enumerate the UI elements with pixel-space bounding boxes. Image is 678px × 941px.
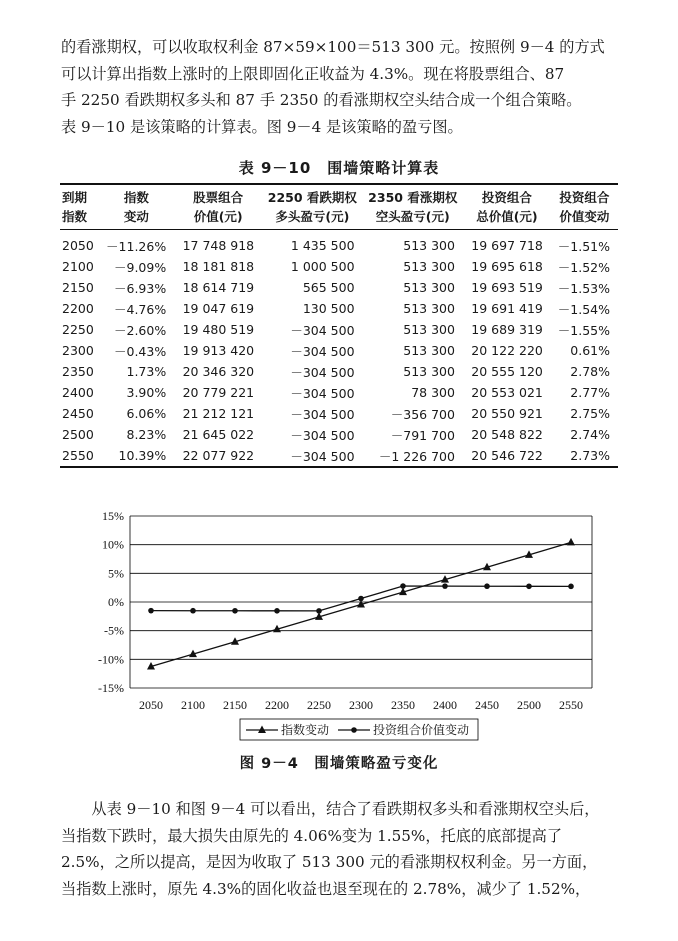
data-point-circle (442, 583, 448, 589)
top-paragraph (61, 34, 637, 140)
col-header-expiry-index: 到期 指数 (62, 190, 88, 224)
cell-portfolio-value: 20 553 021 (471, 385, 543, 400)
strategy-calc-table (60, 183, 618, 468)
cell-call-pnl: 513 300 (403, 364, 455, 379)
table-row (60, 382, 618, 403)
paragraph-line: 从表 9－10 和图 9－4 可以看出，结合了看跌期权多头和看涨期权空头后， (91, 800, 600, 818)
cell-call-pnl: －791 700 (390, 427, 455, 443)
cell-portfolio-change: 0.61% (570, 343, 610, 358)
y-tick-label: 0% (108, 595, 124, 609)
y-tick-label: -5% (104, 623, 124, 638)
table-header-row (60, 184, 618, 230)
bottom-paragraph (61, 796, 637, 902)
data-point-circle (400, 583, 406, 589)
cell-index-change: 6.06% (126, 406, 167, 421)
cell-index-change: －6.93% (114, 280, 167, 296)
x-tick-label: 2050 (139, 698, 163, 712)
y-tick-label: -10% (98, 652, 124, 667)
cell-put-pnl: －304 500 (290, 406, 355, 422)
data-point-circle (316, 608, 322, 614)
x-tick-label: 2550 (559, 698, 583, 712)
cell-index-change: －11.26% (106, 238, 167, 254)
cell-portfolio-value: 20 122 220 (471, 343, 543, 358)
cell-call-pnl: 513 300 (403, 343, 455, 358)
cell-portfolio-change: 2.78% (570, 364, 610, 379)
cell-stock-value: 22 077 922 (182, 448, 255, 463)
paragraph-line: 可以计算出指数上涨时的上限即固化正收益为 4.3%。现在将股票组合、87 (61, 64, 565, 83)
legend-marker-circle (351, 727, 357, 733)
table-row (60, 424, 618, 445)
cell-expiry-index: 2100 (62, 259, 94, 274)
x-tick-label: 2250 (307, 698, 331, 712)
cell-put-pnl: 1 000 500 (290, 259, 355, 274)
cell-stock-value: 18 181 818 (182, 259, 255, 274)
cell-call-pnl: 513 300 (403, 259, 455, 274)
table-row (60, 340, 618, 361)
cell-stock-value: 19 480 519 (182, 322, 255, 337)
cell-portfolio-value: 20 550 921 (471, 406, 543, 421)
cell-expiry-index: 2500 (62, 427, 94, 442)
cell-index-change: 8.23% (126, 427, 167, 442)
cell-portfolio-value: 19 697 718 (471, 238, 543, 253)
paragraph-line: 当指数上涨时，原先 4.3%的固化收益也退至现在的 2.78%，减少了 1.52%， (61, 879, 591, 898)
table-row (60, 298, 618, 319)
cell-portfolio-change: －1.55% (557, 322, 610, 338)
cell-call-pnl: －356 700 (390, 406, 455, 422)
cell-stock-value: 20 779 221 (182, 385, 255, 400)
chart-svg (86, 504, 606, 744)
x-tick-label: 2450 (475, 698, 499, 712)
col-header-portfolio-value: 投资组合 总价值(元) (476, 190, 538, 224)
cell-portfolio-change: 2.77% (570, 385, 610, 400)
cell-call-pnl: 513 300 (403, 301, 455, 316)
data-point-circle (232, 608, 238, 614)
cell-expiry-index: 2050 (62, 238, 94, 253)
cell-portfolio-change: 2.74% (570, 427, 610, 442)
cell-portfolio-value: 19 693 519 (471, 280, 543, 295)
cell-put-pnl: 130 500 (302, 301, 355, 316)
table-row (60, 361, 618, 382)
col-header-index-change: 指数 变动 (123, 190, 149, 224)
cell-expiry-index: 2400 (62, 385, 94, 400)
figure-caption: 图 9－4 围墙策略盈亏变化 (239, 756, 439, 772)
cell-portfolio-value: 19 691 419 (471, 301, 543, 316)
x-tick-label: 2500 (517, 698, 541, 712)
cell-portfolio-value: 19 695 618 (471, 259, 543, 274)
col-header-call-pnl: 2350 看涨期权 空头盈亏(元) (368, 190, 458, 224)
table-title: 表 9－10 围墙策略计算表 (238, 159, 440, 177)
paragraph-line: 的看涨期权，可以收取权利金 87×59×100＝513 300 元。按照例 9－4 的方式 (61, 38, 605, 56)
x-tick-label: 2150 (223, 698, 247, 712)
data-point-circle (358, 596, 364, 602)
cell-index-change: －4.76% (114, 301, 167, 317)
y-tick-label: 15% (102, 509, 124, 523)
x-tick-label: 2100 (181, 698, 205, 712)
table-row (60, 319, 618, 340)
table-row (60, 230, 618, 257)
cell-portfolio-value: 20 555 120 (471, 364, 543, 379)
cell-put-pnl: －304 500 (290, 322, 355, 338)
x-tick-label: 2300 (349, 698, 373, 712)
paragraph-line: 当指数下跌时，最大损失由原先的 4.06%变为 1.55%，托底的底部提高了 (61, 826, 563, 845)
cell-stock-value: 18 614 719 (182, 280, 255, 295)
cell-call-pnl: －1 226 700 (378, 448, 455, 464)
cell-call-pnl: 78 300 (411, 385, 455, 400)
cell-put-pnl: －304 500 (290, 448, 355, 464)
cell-expiry-index: 2450 (62, 406, 94, 421)
paragraph-line: 手 2250 看跌期权多头和 87 手 2350 的看涨期权空头结合成一个组合策略。 (61, 91, 582, 110)
cell-call-pnl: 513 300 (403, 322, 455, 337)
data-point-circle (484, 583, 490, 589)
table-row (60, 403, 618, 424)
cell-expiry-index: 2250 (62, 322, 94, 337)
y-tick-label: 10% (102, 537, 124, 552)
cell-stock-value: 21 212 121 (182, 406, 255, 421)
cell-put-pnl: －304 500 (290, 385, 355, 401)
cell-portfolio-value: 20 548 822 (471, 427, 543, 442)
cell-index-change: －2.60% (114, 322, 167, 338)
table-row (60, 277, 618, 298)
col-header-stock-value: 股票组合 价值(元) (193, 190, 244, 224)
cell-put-pnl: 565 500 (302, 280, 355, 295)
cell-expiry-index: 2150 (62, 280, 94, 295)
cell-portfolio-change: 2.75% (570, 406, 610, 421)
table-body (60, 230, 618, 468)
x-tick-label: 2350 (391, 698, 415, 712)
paragraph-line: 表 9－10 是该策略的计算表。图 9－4 是该策略的盈亏图。 (61, 117, 463, 136)
cell-expiry-index: 2550 (62, 448, 94, 463)
col-header-portfolio-change: 投资组合 价值变动 (559, 190, 610, 224)
cell-portfolio-change: －1.51% (557, 238, 610, 254)
x-tick-label: 2200 (265, 698, 289, 712)
cell-index-change: －0.43% (114, 343, 167, 359)
cell-call-pnl: 513 300 (403, 280, 455, 295)
data-point-circle (274, 608, 280, 614)
legend-label-1: 指数变动 (281, 723, 330, 737)
cell-index-change: 10.39% (118, 448, 167, 463)
cell-stock-value: 19 913 420 (182, 343, 255, 358)
legend-label-2: 投资组合价值变动 (373, 723, 470, 737)
data-point-circle (568, 584, 574, 590)
table-row (60, 445, 618, 467)
cell-expiry-index: 2200 (62, 301, 94, 316)
cell-portfolio-change: －1.53% (557, 280, 610, 296)
table-row (60, 256, 618, 277)
cell-stock-value: 19 047 619 (182, 301, 255, 316)
cell-portfolio-change: 2.73% (570, 448, 610, 463)
cell-put-pnl: －304 500 (290, 427, 355, 443)
data-point-circle (526, 583, 532, 589)
data-point-circle (148, 608, 154, 614)
cell-index-change: －9.09% (114, 259, 167, 275)
cell-expiry-index: 2350 (62, 364, 94, 379)
data-point-triangle (567, 538, 575, 546)
cell-put-pnl: －304 500 (290, 343, 355, 359)
cell-expiry-index: 2300 (62, 343, 94, 358)
cell-call-pnl: 513 300 (403, 238, 455, 253)
data-point-circle (190, 608, 196, 614)
cell-stock-value: 21 645 022 (182, 427, 255, 442)
cell-portfolio-value: 19 689 319 (471, 322, 543, 337)
cell-put-pnl: －304 500 (290, 364, 355, 380)
pnl-chart (86, 504, 606, 744)
cell-index-change: 1.73% (126, 364, 167, 379)
cell-put-pnl: 1 435 500 (290, 238, 355, 253)
cell-index-change: 3.90% (126, 385, 167, 400)
cell-stock-value: 17 748 918 (182, 238, 255, 253)
y-tick-label: 5% (108, 566, 124, 581)
cell-stock-value: 20 346 320 (182, 364, 255, 379)
col-header-put-pnl: 2250 看跌期权 多头盈亏(元) (267, 190, 357, 224)
paragraph-line: 2.5%，之所以提高，是因为收取了 513 300 元的看涨期权权利金。另一方面， (61, 853, 598, 872)
cell-portfolio-change: －1.52% (557, 259, 610, 275)
x-tick-label: 2400 (433, 698, 457, 712)
cell-portfolio-change: －1.54% (557, 301, 610, 317)
cell-portfolio-value: 20 546 722 (471, 448, 543, 463)
y-tick-label: -15% (98, 681, 124, 695)
